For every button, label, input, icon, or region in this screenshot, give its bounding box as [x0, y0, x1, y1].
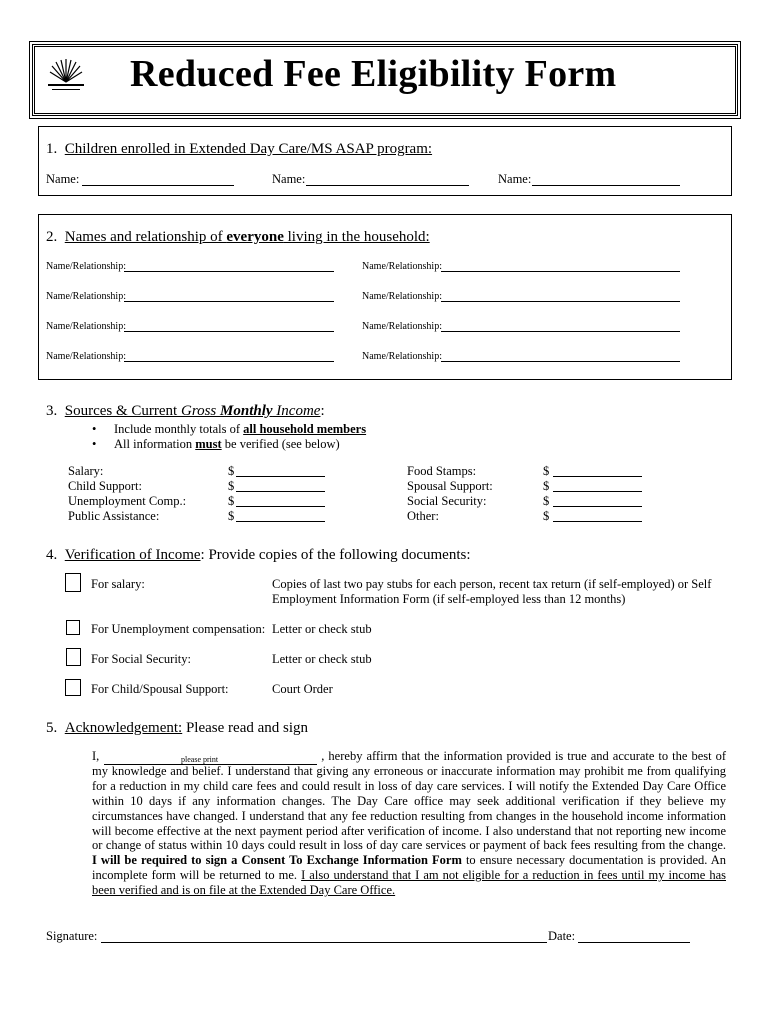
- household-label-6: Name/Relationship:: [362, 321, 442, 332]
- currency-sign: $: [228, 464, 235, 478]
- income-child-support-label: Child Support:: [68, 479, 142, 493]
- currency-sign: $: [228, 479, 235, 493]
- unemployment-verification-label: For Unemployment compensation:: [91, 622, 266, 636]
- section-2-heading: 2. Names and relationship of everyone living in the household:: [46, 229, 430, 245]
- child-name-field-2[interactable]: [306, 171, 469, 186]
- signature-field[interactable]: [101, 928, 547, 943]
- household-label-5: Name/Relationship:: [46, 321, 126, 332]
- page-title: Reduced Fee Eligibility Form: [130, 53, 617, 95]
- child-name-field-1[interactable]: [82, 171, 234, 186]
- income-food-stamps-field[interactable]: [553, 462, 642, 477]
- child-name-label-3: Name:: [498, 172, 532, 186]
- household-label-4: Name/Relationship:: [362, 291, 442, 302]
- social-security-checkbox[interactable]: [66, 648, 81, 666]
- child-spousal-support-checkbox[interactable]: [65, 679, 81, 696]
- household-field-1[interactable]: [124, 257, 334, 272]
- child-spousal-verification-label: For Child/Spousal Support:: [91, 682, 229, 696]
- income-bullet-2: • All information must be verified (see below): [114, 437, 340, 452]
- income-food-stamps-label: Food Stamps:: [407, 464, 477, 478]
- household-field-3[interactable]: [124, 287, 334, 302]
- income-social-security-field[interactable]: [553, 492, 642, 507]
- child-name-label-1: Name:: [46, 172, 80, 186]
- child-spousal-verification-doc: Court Order: [272, 682, 333, 696]
- household-label-8: Name/Relationship:: [362, 351, 442, 362]
- unemployment-checkbox[interactable]: [66, 620, 80, 635]
- household-label-2: Name/Relationship:: [362, 261, 442, 272]
- section-4-heading: 4. Verification of Income: Provide copies of the following documents:: [46, 547, 471, 563]
- household-field-8[interactable]: [441, 347, 680, 362]
- household-field-4[interactable]: [441, 287, 680, 302]
- social-security-verification-label: For Social Security:: [91, 652, 191, 666]
- section-3-heading: 3. Sources & Current Gross Monthly Income:: [46, 403, 325, 419]
- salary-verification-doc: Copies of last two pay stubs for each person, recent tax return (if self-employed) or Self Employment Information Form (if self-employed less than 12 months): [272, 577, 712, 606]
- income-public-assistance-field[interactable]: [236, 507, 325, 522]
- unemployment-verification-doc: Letter or check stub: [272, 622, 372, 636]
- date-field[interactable]: [578, 928, 690, 943]
- income-public-assistance-label: Public Assistance:: [68, 509, 160, 523]
- section-5-heading: 5. Acknowledgement: Please read and sign: [46, 720, 309, 736]
- income-spousal-support-field[interactable]: [553, 477, 642, 492]
- currency-sign: $: [543, 494, 550, 508]
- please-print-hint: please print: [181, 755, 219, 764]
- income-salary-field[interactable]: [236, 462, 325, 477]
- income-salary-label: Salary:: [68, 464, 104, 478]
- household-label-7: Name/Relationship:: [46, 351, 126, 362]
- household-label-3: Name/Relationship:: [46, 291, 126, 302]
- household-field-2[interactable]: [441, 257, 680, 272]
- household-field-6[interactable]: [441, 317, 680, 332]
- school-logo: [42, 56, 90, 96]
- household-label-1: Name/Relationship:: [46, 261, 126, 272]
- currency-sign: $: [228, 509, 235, 523]
- currency-sign: $: [543, 479, 550, 493]
- date-label: Date:: [548, 929, 576, 943]
- currency-sign: $: [228, 494, 235, 508]
- currency-sign: $: [543, 509, 550, 523]
- salary-checkbox[interactable]: [65, 573, 81, 592]
- acknowledgement-text: I, , hereby affirm that the information provided is true and accurate to the best of my knowledge and belief. I understand that giving any erroneous or inaccurate information may prohibit me from qualifying for a reduction in my child care fees and could result in loss of day care services. I will notify the Extended Day Care Office within 10 days if any information changes. The Day Care office may seek additional verification if they believe my circumstances have changed. I understand that any fee reduction resulting from changes in the household income information will become effective at the next payment period after verification of income. I also understand that not reporting new income or change of status within 10 days could result in loss of day care services or payment of back fees resulting from the change. I will be required to sign a Consent To Exchange Information Form to ensure necessary documentation is provided. An incomplete form will be returned to me. I also understand that I am not eligible for a reduction in fees until my income has been verified and is on file at the Extended Day Care Office.: [92, 749, 727, 898]
- child-name-field-3[interactable]: [532, 171, 680, 186]
- social-security-verification-doc: Letter or check stub: [272, 652, 372, 666]
- household-field-5[interactable]: [124, 317, 334, 332]
- signature-label: Signature:: [46, 929, 98, 943]
- income-spousal-support-label: Spousal Support:: [407, 479, 493, 493]
- income-unemployment-field[interactable]: [236, 492, 325, 507]
- salary-verification-label: For salary:: [91, 577, 145, 591]
- household-field-7[interactable]: [124, 347, 334, 362]
- currency-sign: $: [543, 464, 550, 478]
- income-other-field[interactable]: [553, 507, 642, 522]
- income-other-label: Other:: [407, 509, 439, 523]
- child-name-label-2: Name:: [272, 172, 306, 186]
- income-social-security-label: Social Security:: [407, 494, 487, 508]
- section-1-heading: 1. Children enrolled in Extended Day Care/MS ASAP program:: [46, 141, 433, 157]
- income-bullet-1: • Include monthly totals of all household members: [114, 422, 366, 437]
- income-child-support-field[interactable]: [236, 477, 325, 492]
- income-unemployment-label: Unemployment Comp.:: [68, 494, 187, 508]
